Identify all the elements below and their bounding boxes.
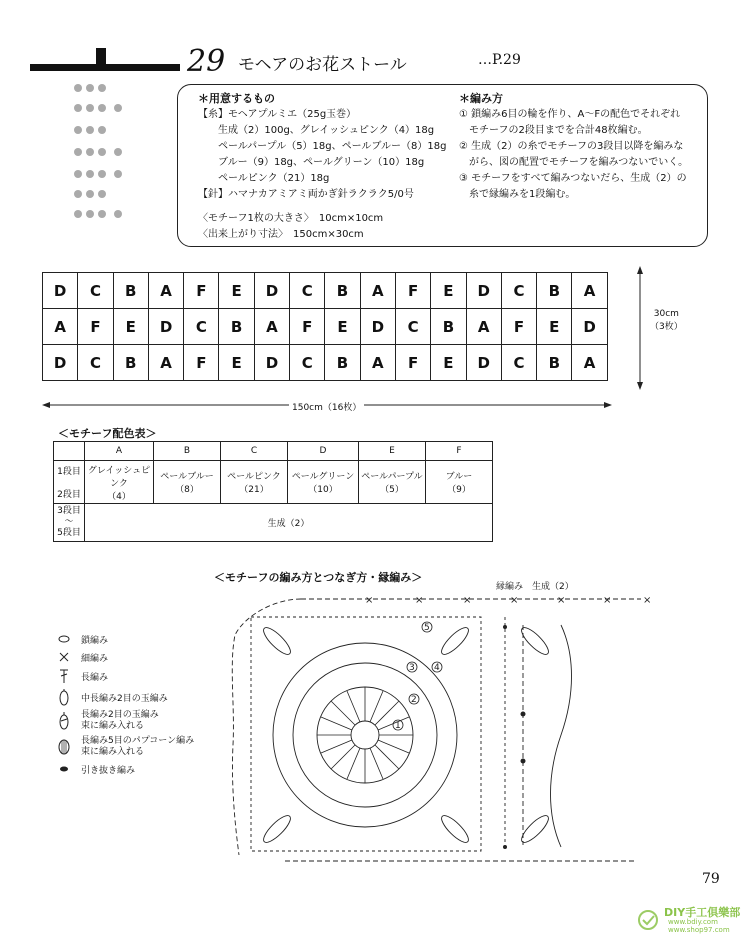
legend-label-double: 長編み [81, 672, 109, 683]
grid-cell: B [431, 309, 466, 345]
legend-item-chain [57, 630, 194, 648]
page-number: 79 [702, 871, 720, 887]
grid-cell: E [113, 309, 148, 345]
motif-size-line: 〈モチーフ1枚の大きさ〉 10cm×10cm [198, 213, 384, 224]
yarn-line-4: ブルー（9）18g、ペールグリーン（10）18g [218, 157, 425, 168]
grid-cell: F [395, 273, 430, 309]
instruction-line-1: ① 鎖編み6目の輪を作り、A〜Fの配色でそれぞれ [459, 109, 681, 120]
color-cell-e [359, 461, 426, 504]
grid-cell: B [537, 273, 572, 309]
round-mark-4: 4 [434, 663, 440, 673]
legend-label-hdc-bobble: 中長編み2目の玉編み [81, 693, 168, 704]
col-header-e: E [359, 442, 426, 461]
color-code-a: （4） [107, 491, 131, 502]
color-name-a: グレイッシュピンク [87, 465, 151, 489]
grid-cell: F [395, 345, 430, 381]
grid-cell: C [78, 273, 113, 309]
instruction-line-6: 糸で縁編みを1段編む。 [459, 189, 576, 200]
col-header-b: B [154, 442, 221, 461]
instructions-section [459, 91, 688, 203]
grid-cell: A [360, 273, 395, 309]
height-dimension [650, 309, 683, 332]
grid-cell: D [466, 273, 501, 309]
edge-label: 縁編み 生成（2） [496, 582, 574, 592]
yarn-line-1: モヘアプルミエ（25g玉巻） [228, 109, 357, 120]
grid-cell: D [360, 309, 395, 345]
grid-cell: A [466, 309, 501, 345]
watermark-urls [668, 918, 730, 934]
round-1-label: 1段目 [57, 467, 81, 477]
rounds-3-5-color: 生成（2） [85, 504, 493, 542]
grid-cell: A [148, 273, 183, 309]
page-reference: …P.29 [478, 52, 521, 68]
grid-cell: D [254, 345, 289, 381]
grid-cell: C [395, 309, 430, 345]
rounds-3-5-label [54, 504, 85, 542]
hdc-2-bobble-icon [57, 688, 71, 706]
svg-text:×: × [510, 595, 519, 606]
round-mark-5: 5 [424, 623, 430, 633]
height-count: （3枚） [650, 322, 683, 332]
round-mark-2: 2 [411, 695, 417, 705]
slip-stitch-icon [57, 763, 71, 775]
crochet-chart-diagram [205, 585, 675, 875]
grid-row [43, 309, 608, 345]
color-name-d: ペールグリーン [291, 472, 355, 482]
color-name-e: ペールパープル [361, 472, 423, 482]
color-code-d: （10） [308, 485, 338, 495]
grid-cell: D [43, 345, 78, 381]
grid-cell: F [501, 309, 536, 345]
color-cell-d [288, 461, 359, 504]
grid-cell: D [148, 309, 183, 345]
grid-cell: B [113, 345, 148, 381]
color-code-e: （5） [380, 485, 404, 495]
legend-item-single [57, 648, 194, 666]
materials-heading: ＊用意するもの [198, 92, 275, 105]
color-name-b: ペールブルー [160, 472, 214, 482]
grid-cell: A [148, 345, 183, 381]
legend-item-double [57, 666, 194, 686]
materials-section [198, 91, 446, 243]
grid-cell: B [325, 345, 360, 381]
color-cell-c [221, 461, 288, 504]
svg-text:×: × [463, 595, 472, 606]
grid-cell: E [325, 309, 360, 345]
grid-cell: C [290, 273, 325, 309]
grid-cell: C [184, 309, 219, 345]
grid-cell: F [184, 345, 219, 381]
grid-cell: E [219, 273, 254, 309]
svg-text:×: × [603, 595, 612, 606]
col-header-f: F [426, 442, 493, 461]
watermark-url-1: www.bdiy.com [668, 918, 718, 926]
grid-cell: A [572, 273, 607, 309]
color-code-f: （9） [447, 485, 471, 495]
yarn-label: 【糸】 [198, 109, 228, 120]
top-edge-stitches [301, 595, 651, 606]
watermark-url-2: www.shop97.com [668, 926, 730, 934]
col-header-d: D [288, 442, 359, 461]
grid-cell: D [254, 273, 289, 309]
color-table [53, 441, 493, 542]
color-name-c: ペールピンク [227, 472, 281, 482]
col-header-c: C [221, 442, 288, 461]
color-code-b: （8） [175, 485, 199, 495]
instructions-heading: ＊編み方 [459, 92, 503, 105]
instruction-line-3: ② 生成（2）の糸でモチーフの3段目以降を編みな [459, 141, 684, 152]
color-table-corner [54, 442, 85, 461]
legend-label-dc-bobble: 長編み2目の玉編み 束に編み入れる [81, 710, 159, 731]
legend [57, 630, 194, 778]
svg-text:×: × [643, 595, 652, 606]
pattern-number: 29 [187, 44, 226, 79]
legend-label-chain: 鎖編み [81, 635, 109, 646]
grid-cell: D [466, 345, 501, 381]
round-3-label: 3段目 [57, 506, 81, 516]
popcorn-5-icon [57, 738, 71, 756]
round-mark-1: 1 [395, 721, 401, 731]
grid-cell: B [537, 345, 572, 381]
round-range-mark: 〜 [64, 517, 74, 527]
grid-cell: F [184, 273, 219, 309]
grid-cell: A [360, 345, 395, 381]
grid-row [43, 273, 608, 309]
double-crochet-icon [57, 668, 71, 684]
instruction-line-2: モチーフの2段目までを合計48枚編む。 [459, 125, 648, 136]
color-code-c: （21） [239, 485, 269, 495]
grid-cell: F [290, 309, 325, 345]
legend-item-hdc-bobble [57, 686, 194, 708]
grid-cell: C [501, 345, 536, 381]
legend-item-popcorn [57, 734, 194, 760]
needle-label: 【針】 [198, 189, 228, 200]
instruction-line-4: がら、図の配置でモチーフを編みつないでいく。 [459, 157, 689, 168]
color-table-title: ＜モチーフ配色表＞ [58, 427, 157, 440]
watermark-text: DIY手工俱樂部 [664, 906, 741, 919]
grid-row [43, 345, 608, 381]
header-bar-tab [96, 48, 106, 68]
round-markers [393, 622, 442, 731]
grid-cell: A [43, 309, 78, 345]
grid-cell: C [501, 273, 536, 309]
round-5-label: 5段目 [57, 528, 81, 538]
yarn-line-2: 生成（2）100g、グレイッシュピンク（4）18g [218, 125, 435, 136]
instruction-line-5: ③ モチーフをすべて編みつないだら、生成（2）の [459, 173, 687, 184]
width-label: 150cm（16枚） [289, 400, 364, 413]
height-label: 30cm [653, 309, 679, 319]
round-mark-3: 3 [409, 663, 415, 673]
svg-text:×: × [415, 595, 424, 606]
grid-cell: C [78, 345, 113, 381]
single-crochet-icon [57, 651, 71, 663]
chain-stitch-icon [57, 633, 71, 645]
color-cell-a [85, 461, 154, 504]
legend-item-slip [57, 760, 194, 778]
color-name-f: ブルー [445, 472, 473, 482]
grid-cell: E [537, 309, 572, 345]
diagram-title: ＜モチーフの編み方とつなぎ方・縁編み＞ [214, 571, 423, 584]
height-dimension-arrow [630, 266, 650, 390]
finished-size-line: 〈出来上がり寸法〉 150cm×30cm [198, 229, 364, 240]
grid-cell: D [572, 309, 607, 345]
grid-cell: B [325, 273, 360, 309]
motif-layout-grid [42, 272, 608, 381]
needle-line: ハマナカアミアミ両かぎ針ラクラク5/0号 [228, 189, 414, 200]
yarn-line-5: ペールピンク（21）18g [218, 173, 330, 184]
grid-cell: E [431, 345, 466, 381]
legend-label-slip: 引き抜き編み [81, 765, 136, 776]
pattern-title: モヘアのお花ストール [238, 55, 407, 75]
grid-cell: F [78, 309, 113, 345]
grid-cell: B [113, 273, 148, 309]
legend-item-dc-bobble [57, 708, 194, 734]
grid-cell: E [431, 273, 466, 309]
svg-text:×: × [365, 595, 374, 606]
color-cell-f [426, 461, 493, 504]
grid-cell: A [254, 309, 289, 345]
grid-cell: B [219, 309, 254, 345]
grid-cell: C [290, 345, 325, 381]
col-header-a: A [85, 442, 154, 461]
dc-2-bobble-icon [57, 711, 71, 731]
legend-label-single: 細編み [81, 653, 109, 664]
grid-cell: A [572, 345, 607, 381]
color-cell-b [154, 461, 221, 504]
thumbnail-flower-dots [72, 78, 152, 228]
grid-cell: E [219, 345, 254, 381]
svg-text:×: × [557, 595, 566, 606]
grid-cell: D [43, 273, 78, 309]
rounds-1-2-label [54, 461, 85, 504]
round-2-label: 2段目 [57, 490, 81, 500]
legend-label-popcorn: 長編み5目のパプコーン編み 束に編み入れる [81, 736, 195, 757]
yarn-line-3: ペールパープル（5）18g、ペールブルー（8）18g [218, 141, 447, 152]
